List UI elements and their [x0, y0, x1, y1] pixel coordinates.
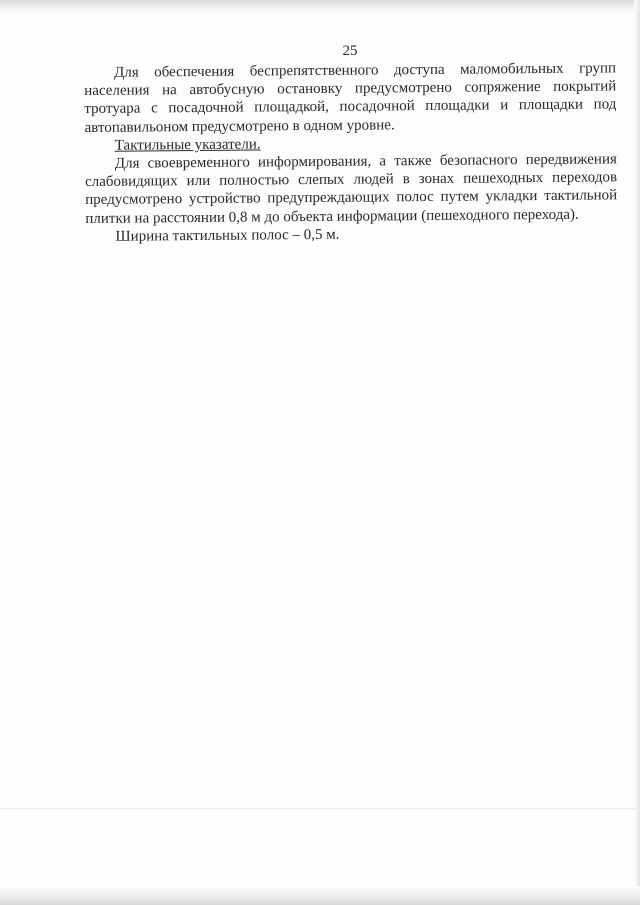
paragraph-tactile-info: Для своевременного информирования, а также безопасного передвижения слабовидящих или полностью слепых людей в зонах пешеходных переходов предусмотрено устройство предупреждающих полос путем укладки тактильной плитки на расстоянии 0,8 м до объекта информации (пешеходного перехода).	[84, 151, 618, 227]
scan-edge-top	[0, 0, 640, 14]
scan-edge-bottom	[0, 887, 640, 905]
scan-fold-line	[0, 808, 640, 809]
page-number: 25	[342, 43, 358, 59]
paragraph-accessibility: Для обеспечения беспрепятственного доступа маломобильных групп населения на автобусную остановку предусмотрено сопряжение покрытий тротуара с посадочной площадкой, посадочной площадки и площадки под автопавильоном предусмотрено в одном уровне.	[84, 60, 617, 136]
section-heading-tactile: Тактильные указатели.	[114, 136, 261, 154]
scan-edge-right	[634, 0, 640, 905]
paragraph-tactile-width: Ширина тактильных полос – 0,5 м.	[115, 226, 340, 245]
document-body	[84, 59, 618, 246]
